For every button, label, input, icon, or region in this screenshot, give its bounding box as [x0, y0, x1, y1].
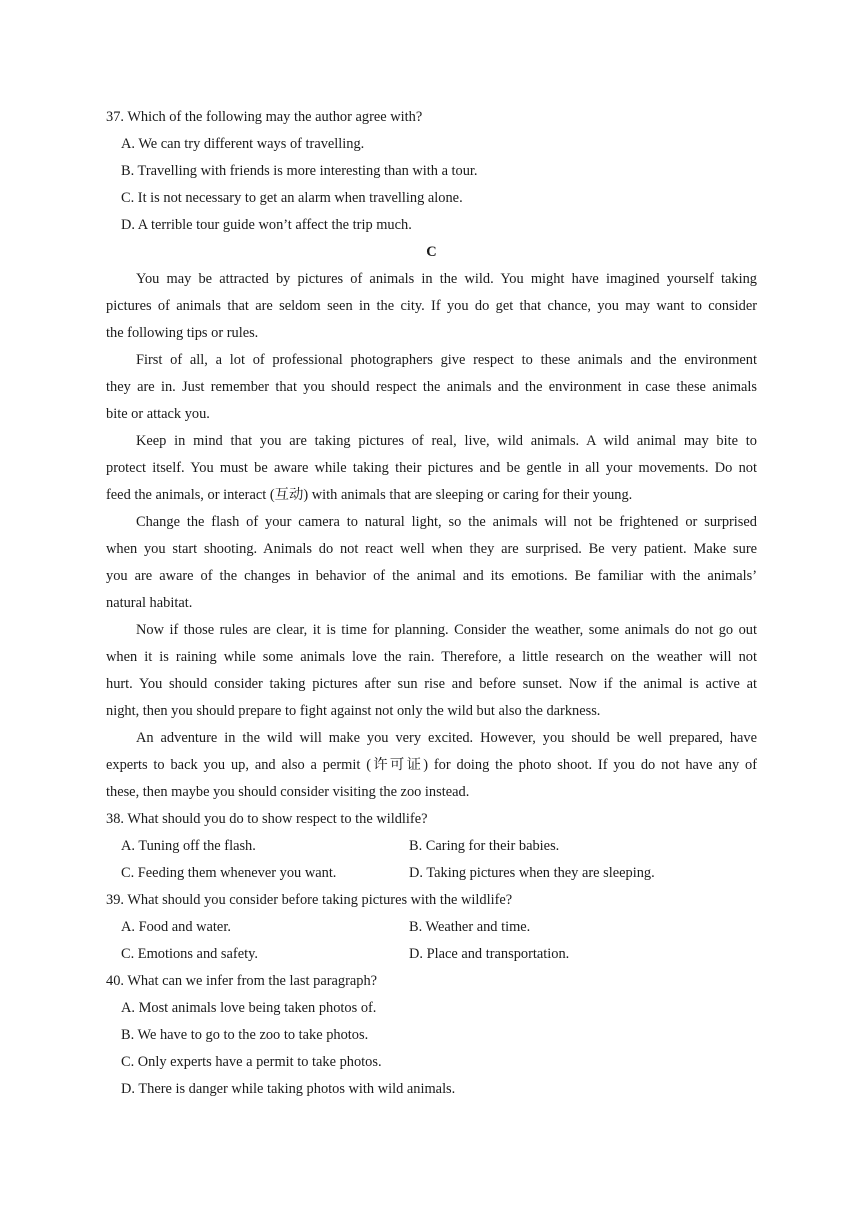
question-39: 39. What should you consider before taking pictures with the wildlife?: [106, 892, 513, 908]
paragraph-line: these, then maybe you should consider visiting the zoo instead.: [106, 784, 470, 800]
q40-option-a: A. Most animals love being taken photos of.: [121, 1000, 377, 1016]
q37-option-a: A. We can try different ways of travelling.: [121, 136, 365, 152]
paragraph-line: they are in. Just remember that you should respect the animals and the environment in case these animals: [106, 379, 757, 395]
paragraph-line: you are aware of the changes in behavior of the animal and its emotions. Be familiar with the animals’: [106, 568, 757, 584]
paragraph-line: when it is raining while some animals love the rain. Therefore, a little research on the weather will not: [106, 649, 757, 665]
paragraph-line: You may be attracted by pictures of animals in the wild. You might have imagined yourself taking: [136, 271, 757, 287]
q37-option-c: C. It is not necessary to get an alarm when travelling alone.: [121, 190, 463, 206]
paragraph-line: natural habitat.: [106, 595, 193, 611]
paragraph-line: hurt. You should consider taking pictures after sun rise and before sunset. Now if the animal is active at: [106, 676, 757, 692]
paragraph-2: [106, 347, 757, 428]
paragraph-line: when you start shooting. Animals do not react well when they are surprised. Be very patient. Make sure: [106, 541, 757, 557]
question-38: 38. What should you do to show respect to the wildlife?: [106, 811, 428, 827]
q38-options-row-1: [106, 833, 757, 860]
paragraph-3: [106, 428, 757, 509]
question-37: 37. Which of the following may the author agree with?: [106, 109, 423, 125]
q39-options-row-2: [106, 941, 757, 968]
paragraph-6: [106, 725, 757, 806]
question-40: 40. What can we infer from the last paragraph?: [106, 973, 378, 989]
q37-option-b: B. Travelling with friends is more interesting than with a tour.: [121, 163, 478, 179]
paragraph-line: night, then you should prepare to fight against not only the wild but also the darkness.: [106, 703, 601, 719]
q39-option-d: D. Place and transportation.: [409, 946, 570, 962]
paragraph-5: [106, 617, 757, 725]
paragraph-line: experts to back you up, and also a permit (许可证) for doing the photo shoot. If you do not have any of: [106, 757, 757, 773]
paragraph-line: Keep in mind that you are taking pictures of real, live, wild animals. A wild animal may bite to: [136, 433, 757, 449]
q38-option-b: B. Caring for their babies.: [409, 838, 560, 854]
passage: [106, 266, 757, 806]
paragraph-line: protect itself. You must be aware while taking their pictures and be gentle in all your movements. Do not: [106, 460, 757, 476]
q39-option-a: A. Food and water.: [121, 919, 231, 935]
paragraph-line: the following tips or rules.: [106, 325, 259, 341]
q40-option-d: D. There is danger while taking photos with wild animals.: [121, 1081, 456, 1097]
paragraph-1: [106, 266, 757, 347]
section-heading: C: [426, 244, 437, 260]
document-page: [106, 104, 757, 1103]
q38-option-a: A. Tuning off the flash.: [121, 838, 256, 854]
paragraph-line: An adventure in the wild will make you very excited. However, you should be well prepared, have: [136, 730, 757, 746]
paragraph-line: Change the flash of your camera to natural light, so the animals will not be frightened or surprised: [136, 514, 757, 530]
paragraph-line: feed the animals, or interact (互动) with animals that are sleeping or caring for their young.: [106, 487, 633, 503]
paragraph-line: Now if those rules are clear, it is time for planning. Consider the weather, some animals do not go out: [136, 622, 757, 638]
q40-option-c: C. Only experts have a permit to take photos.: [121, 1054, 382, 1070]
paragraph-line: bite or attack you.: [106, 406, 210, 422]
paragraph-line: First of all, a lot of professional photographers give respect to these animals and the environment: [136, 352, 757, 368]
q39-option-b: B. Weather and time.: [409, 919, 531, 935]
q39-options-row-1: [106, 914, 757, 941]
q40-option-b: B. We have to go to the zoo to take photos.: [121, 1027, 369, 1043]
paragraph-4: [106, 509, 757, 617]
q38-options-row-2: [106, 860, 757, 887]
q38-option-c: C. Feeding them whenever you want.: [121, 865, 337, 881]
paragraph-line: pictures of animals that are seldom seen in the city. If you do get that chance, you may want to consider: [106, 298, 757, 314]
q38-option-d: D. Taking pictures when they are sleeping.: [409, 865, 655, 881]
q37-option-d: D. A terrible tour guide won’t affect the trip much.: [121, 217, 412, 233]
q39-option-c: C. Emotions and safety.: [121, 946, 258, 962]
